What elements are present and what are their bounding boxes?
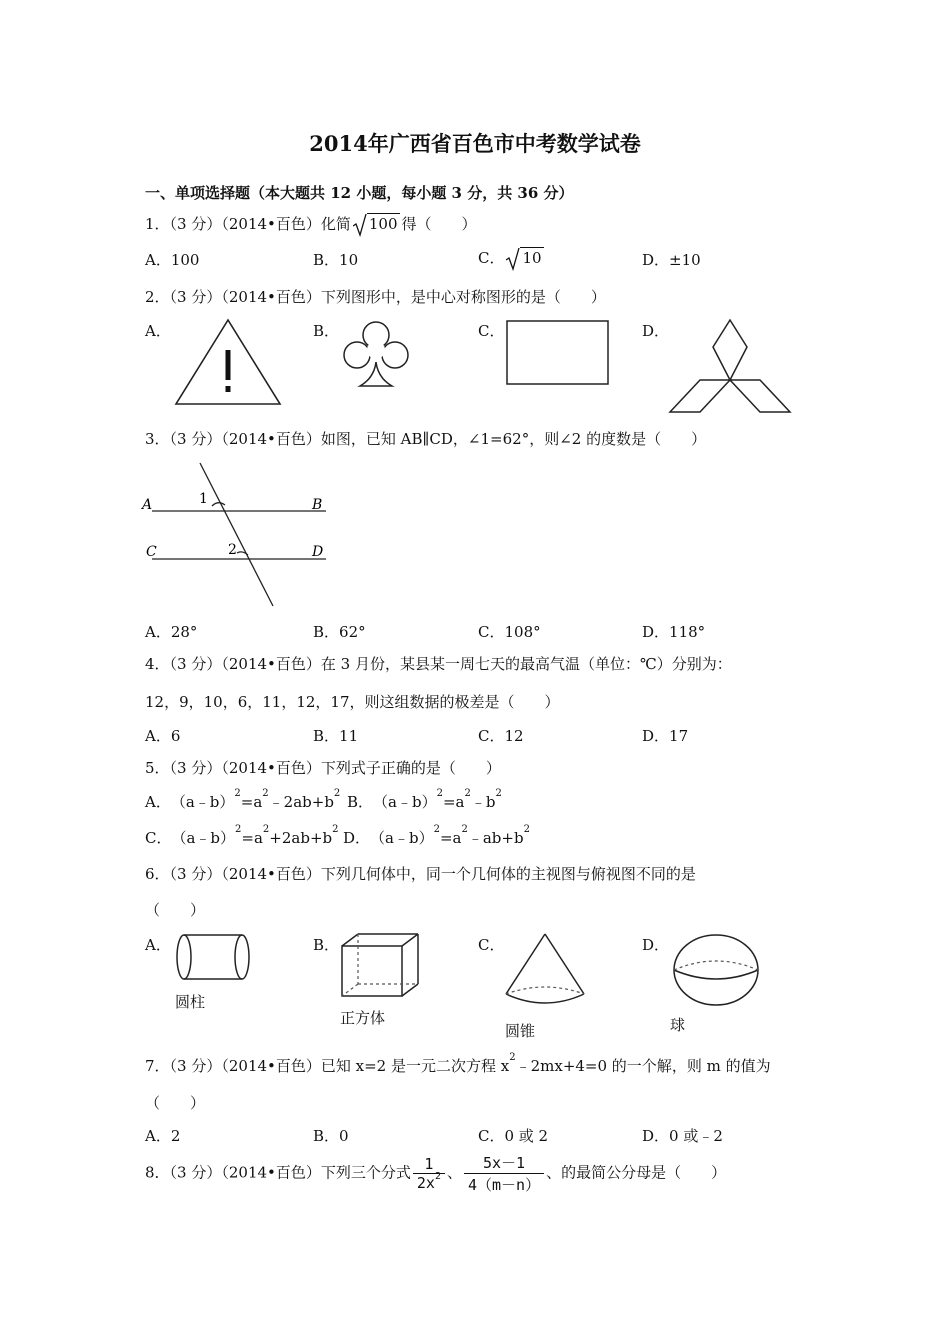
q6-caption-cylinder: 圆柱	[175, 993, 206, 1011]
q5-option-a	[145, 788, 341, 812]
q5-option-c	[145, 824, 339, 848]
q5-c-rest: +2ab+b	[269, 829, 333, 847]
q3-option-b: B．62°	[313, 623, 366, 641]
q1-option-d: D．±10	[642, 251, 701, 269]
question-7-line2: （ ）	[145, 1094, 206, 1112]
q5-c-base: C． （a﹣b）	[145, 829, 236, 847]
parallel-lines-figure	[140, 460, 340, 610]
fraction-2-denominator: 4（m－n）	[464, 1173, 544, 1195]
cube-figure	[338, 930, 424, 1000]
q4-option-c: C．12	[478, 727, 524, 745]
q6-option-c: C．	[478, 936, 505, 954]
q5-option-b	[347, 788, 502, 812]
fig-label-a: A	[142, 497, 153, 513]
fraction-2-numerator: 5x－1	[483, 1154, 526, 1172]
q5-c-exp2: 2	[262, 824, 270, 835]
q6-caption-cube: 正方体	[340, 1009, 386, 1027]
fraction-1	[413, 1155, 445, 1192]
q5-c-exp3: 2	[332, 824, 339, 835]
q1-option-a: A．100	[145, 251, 200, 269]
fig-angle-2: 2	[228, 542, 237, 558]
q6-option-a: A．	[145, 936, 171, 954]
q5-a-eq: =a	[240, 793, 263, 811]
q5-b-rest: ﹣b	[470, 793, 496, 811]
q1-stem-post: 得（ ）	[401, 215, 477, 233]
q6-option-b: B．	[313, 936, 340, 954]
q7-option-b: B．0	[313, 1127, 349, 1145]
q5-option-d	[343, 824, 530, 848]
sphere-figure	[670, 932, 762, 1008]
q5-d-exp3: 2	[523, 824, 530, 835]
sqrt-10	[506, 247, 543, 268]
fig-label-b: B	[312, 497, 323, 513]
three-rhombus-figure	[668, 316, 792, 414]
q7-option-d: D．0 或﹣2	[642, 1127, 723, 1145]
q5-a-exp: 2	[234, 788, 241, 799]
q1-radicand: 100	[368, 215, 398, 233]
sqrt-100	[353, 213, 400, 234]
q6-option-d: D．	[642, 936, 670, 954]
question-4-line1: 4．（3 分）（2014•百色）在 3 月份，某县某一周七天的最高气温（单位：℃）分别为：	[145, 655, 732, 673]
fraction-2	[464, 1152, 544, 1195]
question-7-line1	[145, 1052, 771, 1076]
question-6-line2: （ ）	[145, 901, 206, 919]
q3-option-d: D．118°	[642, 623, 706, 641]
question-5: 5．（3 分）（2014•百色）下列式子正确的是（ ）	[145, 759, 501, 777]
q5-b-exp2: 2	[464, 788, 471, 799]
q1-c-radicand: 10	[522, 249, 542, 267]
q6-caption-cone: 圆锥	[505, 1022, 536, 1040]
cylinder-figure	[172, 930, 256, 986]
club-suit-figure	[338, 318, 414, 390]
question-3: 3．（3 分）（2014•百色）如图，已知 AB∥CD，∠1=62°，则∠2 的度数是（ ）	[145, 430, 707, 448]
q2-option-b: B．	[313, 322, 340, 340]
q1-option-c	[478, 247, 546, 268]
q5-b-exp3: 2	[495, 788, 502, 799]
q5-b-base: B． （a﹣b）	[347, 793, 437, 811]
q8-stem-pre: 8．（3 分）（2014•百色）下列三个分式	[145, 1163, 411, 1182]
cone-figure	[502, 930, 588, 1010]
question-1	[145, 213, 477, 234]
q7-option-c: C．0 或 2	[478, 1127, 549, 1145]
fig-label-c: C	[146, 544, 157, 560]
q7-stem-pre: 7．（3 分）（2014•百色）已知 x=2 是一元二次方程 x	[145, 1057, 510, 1075]
fig-label-d: D	[312, 544, 324, 560]
q5-d-base: D． （a﹣b）	[343, 829, 434, 847]
q8-separator: 、	[446, 1163, 462, 1182]
q1-option-c-label: C．	[478, 249, 505, 267]
q1-option-b: B．10	[313, 251, 359, 269]
q4-option-b: B．11	[313, 727, 359, 745]
rectangle-figure	[506, 320, 610, 386]
fraction-1-denominator	[413, 1173, 445, 1192]
fig-angle-1: 1	[199, 491, 208, 507]
q5-b-eq: =a	[442, 793, 465, 811]
q5-a-base: A． （a﹣b）	[145, 793, 235, 811]
q4-option-a: A．6	[145, 727, 181, 745]
q7-stem-post: ﹣2mx+4=0 的一个解，则 m 的值为	[515, 1057, 771, 1075]
q7-exp: 2	[509, 1052, 516, 1063]
q4-option-d: D．17	[642, 727, 689, 745]
warning-triangle-figure	[172, 316, 284, 408]
page-title: 2014年广西省百色市中考数学试卷	[309, 131, 641, 156]
q5-d-exp: 2	[433, 824, 440, 835]
fraction-1-numerator: 1	[424, 1155, 434, 1173]
question-4-line2: 12，9，10，6，11，12，17，则这组数据的极差是（ ）	[145, 693, 560, 711]
q5-d-eq: =a	[439, 829, 462, 847]
q5-a-exp2: 2	[262, 788, 269, 799]
q1-stem-pre: 1．（3 分）（2014•百色）化简	[145, 215, 351, 233]
q5-a-exp3: 2	[333, 788, 341, 799]
q5-b-exp: 2	[436, 788, 443, 799]
q5-c-exp: 2	[235, 824, 242, 835]
q2-option-d: D．	[642, 322, 670, 340]
q3-option-a: A．28°	[145, 623, 198, 641]
fraction-1-den-exp: 2	[434, 1171, 441, 1182]
q8-stem-post: 、的最简公分母是（ ）	[546, 1163, 727, 1182]
q6-caption-sphere: 球	[670, 1016, 686, 1034]
question-8	[145, 1152, 726, 1195]
q7-option-a: A．2	[145, 1127, 181, 1145]
q5-c-eq: =a	[241, 829, 263, 847]
q5-d-exp2: 2	[461, 824, 468, 835]
q5-d-rest: ﹣ab+b	[467, 829, 524, 847]
fraction-1-den-base: 2x	[416, 1174, 435, 1192]
q5-a-rest: ﹣2ab+b	[268, 793, 334, 811]
q3-option-c: C．108°	[478, 623, 541, 641]
question-2: 2．（3 分）（2014•百色）下列图形中，是中心对称图形的是（ ）	[145, 288, 606, 306]
q2-option-c: C．	[478, 322, 505, 340]
question-6-line1: 6．（3 分）（2014•百色）下列几何体中，同一个几何体的主视图与俯视图不同的是	[145, 865, 696, 883]
section-heading: 一、单项选择题（本大题共 12 小题，每小题 3 分，共 36 分）	[145, 184, 574, 202]
q2-option-a: A．	[145, 322, 171, 340]
